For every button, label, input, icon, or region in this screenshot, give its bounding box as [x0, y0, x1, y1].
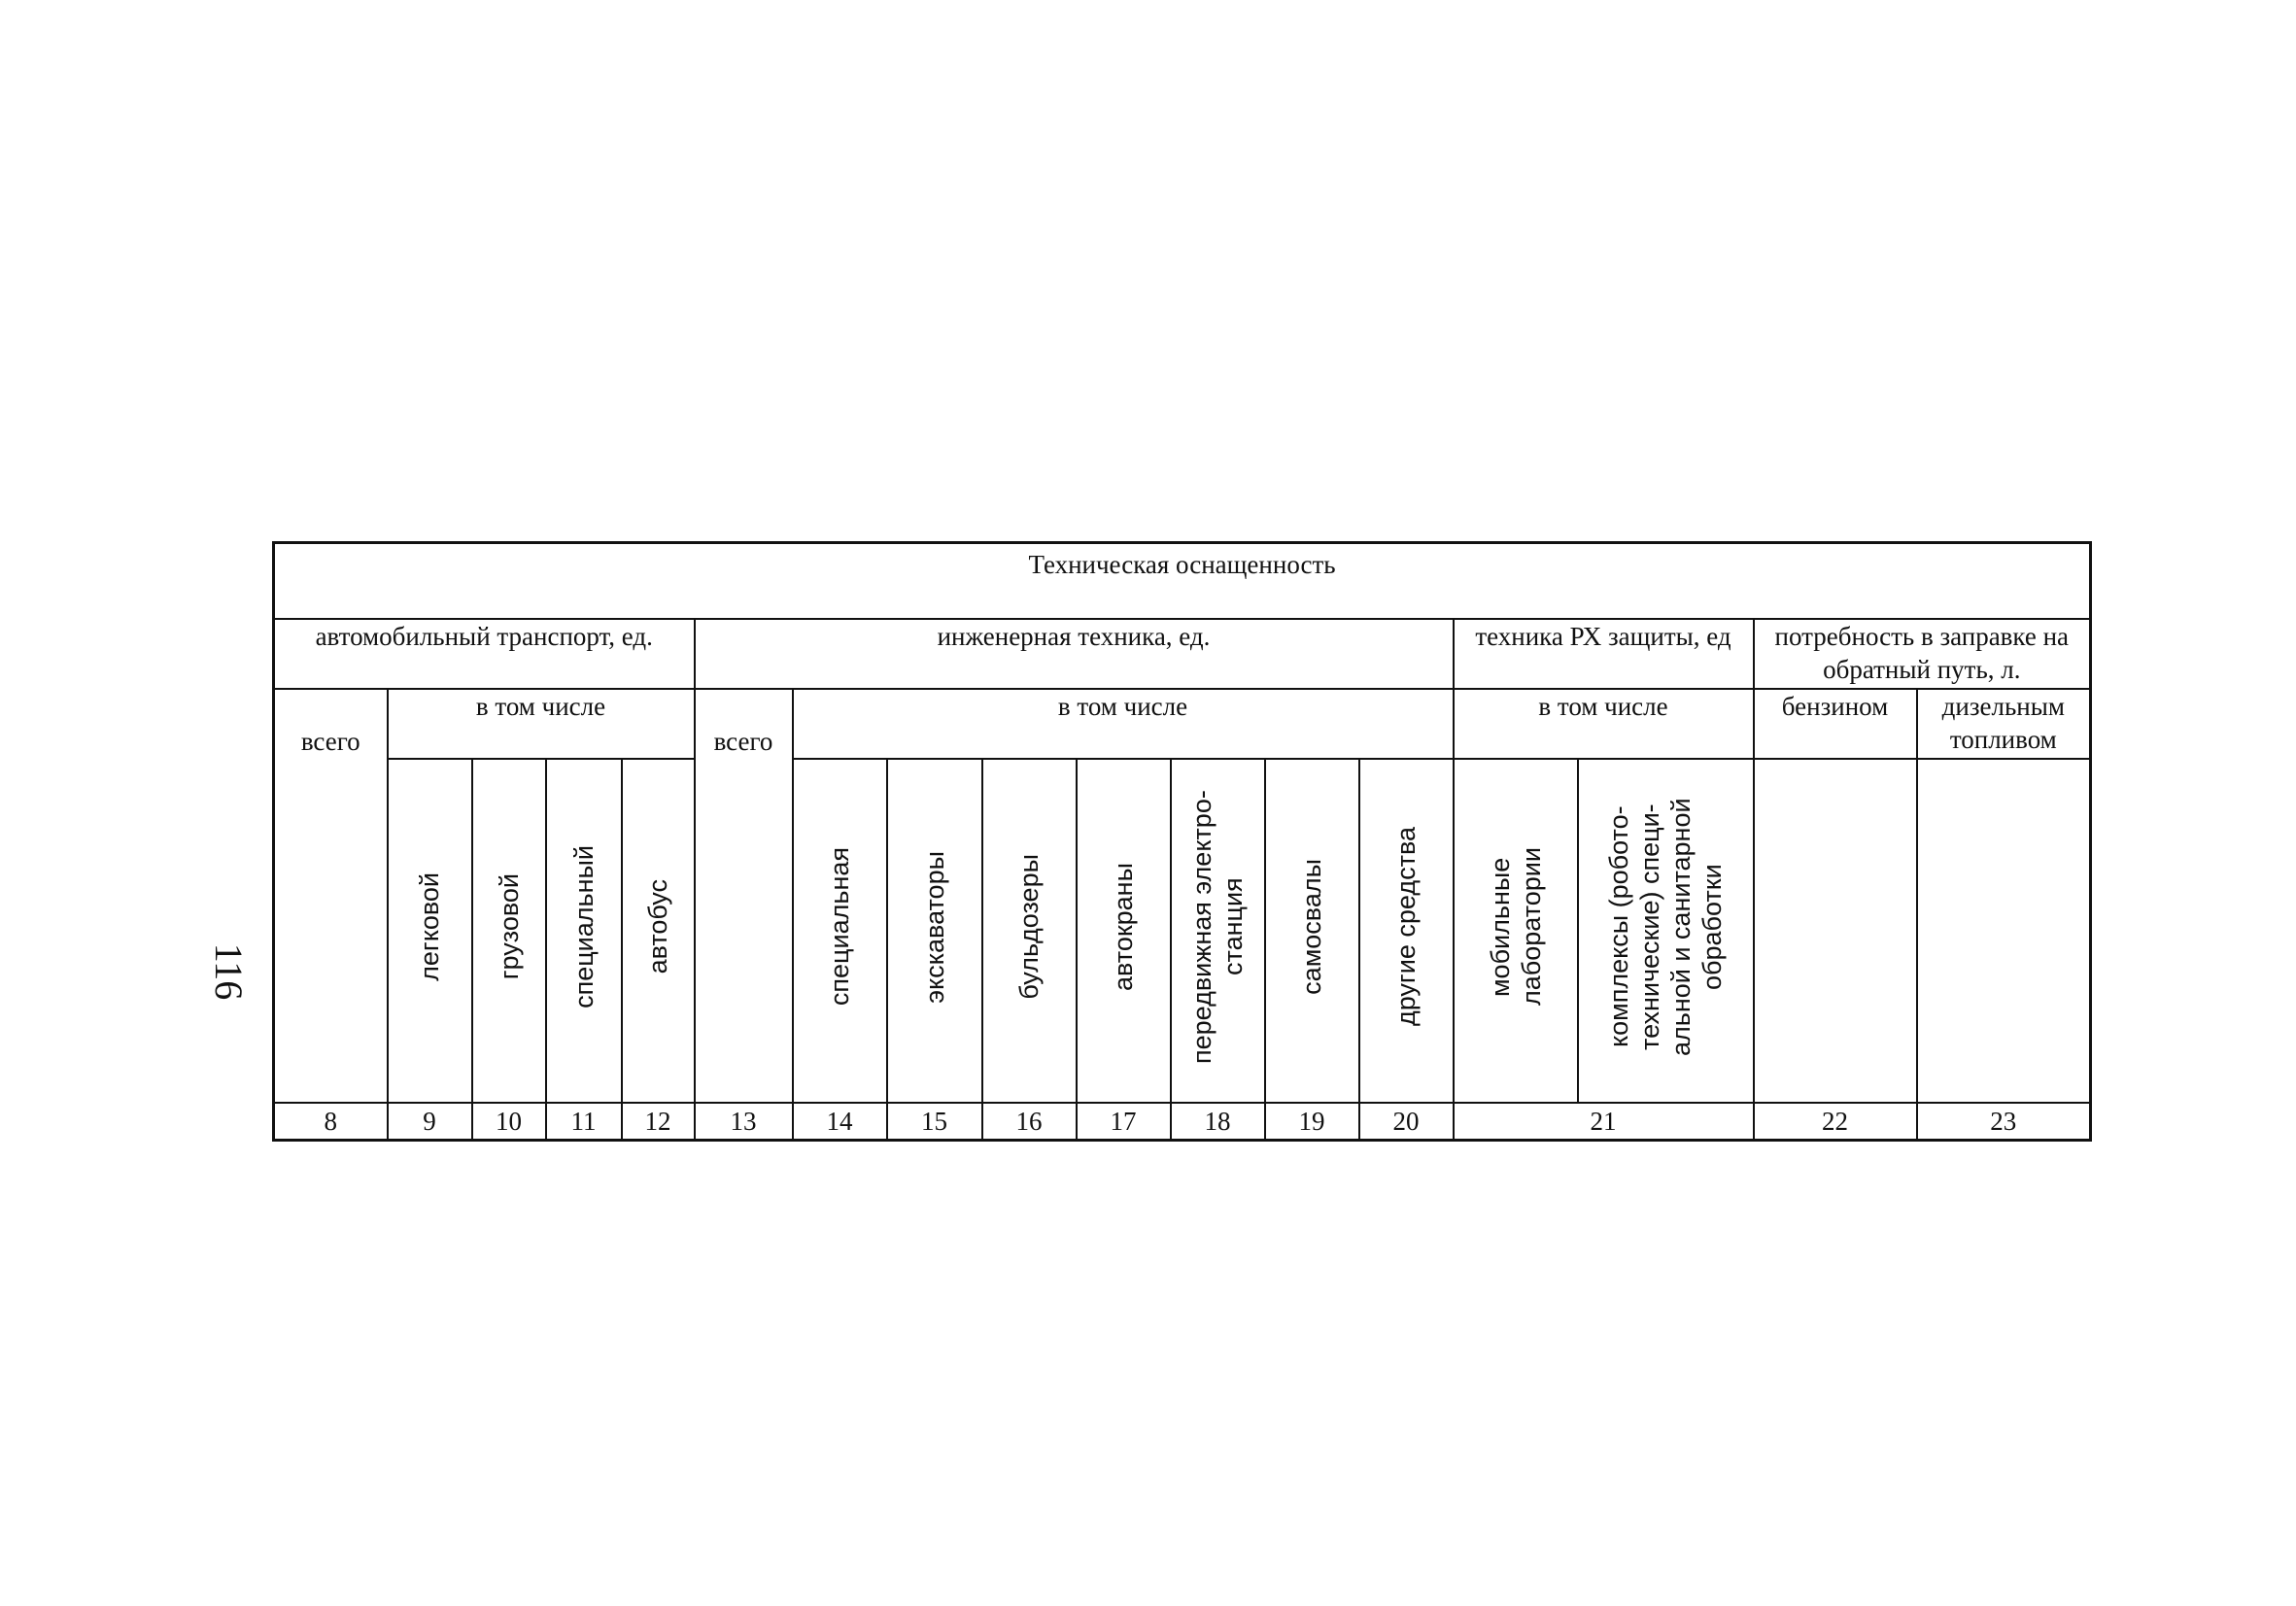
num-20: 20: [1359, 1103, 1454, 1141]
group-fuel: потребность в заправке на обратный путь, л.: [1754, 619, 2091, 689]
page-number: 116: [207, 942, 251, 1001]
num-15: 15: [887, 1103, 982, 1141]
col-19-label: самосвалы: [1297, 859, 1326, 995]
num-10: 10: [472, 1103, 546, 1141]
col-11-label: специальный: [568, 845, 599, 1008]
col-15: [887, 759, 982, 1103]
header-incl-auto: в том числе: [388, 689, 695, 759]
header-diesel: дизельным топливом: [1917, 689, 2091, 759]
group-rh-protection: техника РХ защиты, ед: [1454, 619, 1754, 689]
col-9-label: легковой: [415, 872, 444, 981]
num-8: 8: [274, 1103, 388, 1141]
num-19: 19: [1265, 1103, 1359, 1141]
num-12: 12: [622, 1103, 695, 1141]
col-16: [982, 759, 1077, 1103]
col-20-label: другие средства: [1391, 827, 1421, 1027]
col-17-label: автокраны: [1109, 862, 1138, 991]
num-17: 17: [1077, 1103, 1171, 1141]
num-22: 22: [1754, 1103, 1917, 1141]
col-19: [1265, 759, 1359, 1103]
col-10-label: грузовой: [494, 873, 524, 980]
header-incl-eng: в том числе: [793, 689, 1454, 759]
col-9: [388, 759, 472, 1103]
col-20: [1359, 759, 1454, 1103]
col-18: [1171, 759, 1265, 1103]
col-22: [1754, 759, 1917, 1103]
header-total-eng: всего: [695, 689, 793, 1103]
col-17: [1077, 759, 1171, 1103]
header-total-auto: всего: [274, 689, 388, 1103]
col-14: [793, 759, 887, 1103]
col-12: [622, 759, 695, 1103]
num-23: 23: [1917, 1103, 2091, 1141]
col-10: [472, 759, 546, 1103]
col-18-label: передвижная электро-станция: [1187, 790, 1248, 1064]
col-21a-label: мобильные лаборатории: [1485, 847, 1546, 1007]
col-12-label: автобус: [643, 879, 672, 974]
col-16-label: бульдозеры: [1014, 854, 1044, 1000]
col-11: [546, 759, 622, 1103]
num-18: 18: [1171, 1103, 1265, 1141]
technical-equipment-table: [272, 541, 2092, 1142]
header-incl-rh: в том числе: [1454, 689, 1754, 759]
header-petrol: бензином: [1754, 689, 1917, 759]
num-14: 14: [793, 1103, 887, 1141]
num-21: 21: [1454, 1103, 1754, 1141]
group-engineering: инженерная техника, ед.: [695, 619, 1454, 689]
col-21b-label: комплексы (робото-технические) специ-альной и санитарной обработки: [1604, 798, 1727, 1056]
col-14-label: специальная: [825, 847, 854, 1007]
num-11: 11: [546, 1103, 622, 1141]
col-21a: [1454, 759, 1578, 1103]
num-16: 16: [982, 1103, 1077, 1141]
num-9: 9: [388, 1103, 472, 1141]
table-title: Техническая оснащенность: [274, 543, 2091, 620]
col-21b: [1578, 759, 1754, 1103]
num-13: 13: [695, 1103, 793, 1141]
group-auto-transport: автомобильный транспорт, ед.: [274, 619, 695, 689]
col-15-label: экскаваторы: [919, 850, 949, 1004]
col-23: [1917, 759, 2091, 1103]
